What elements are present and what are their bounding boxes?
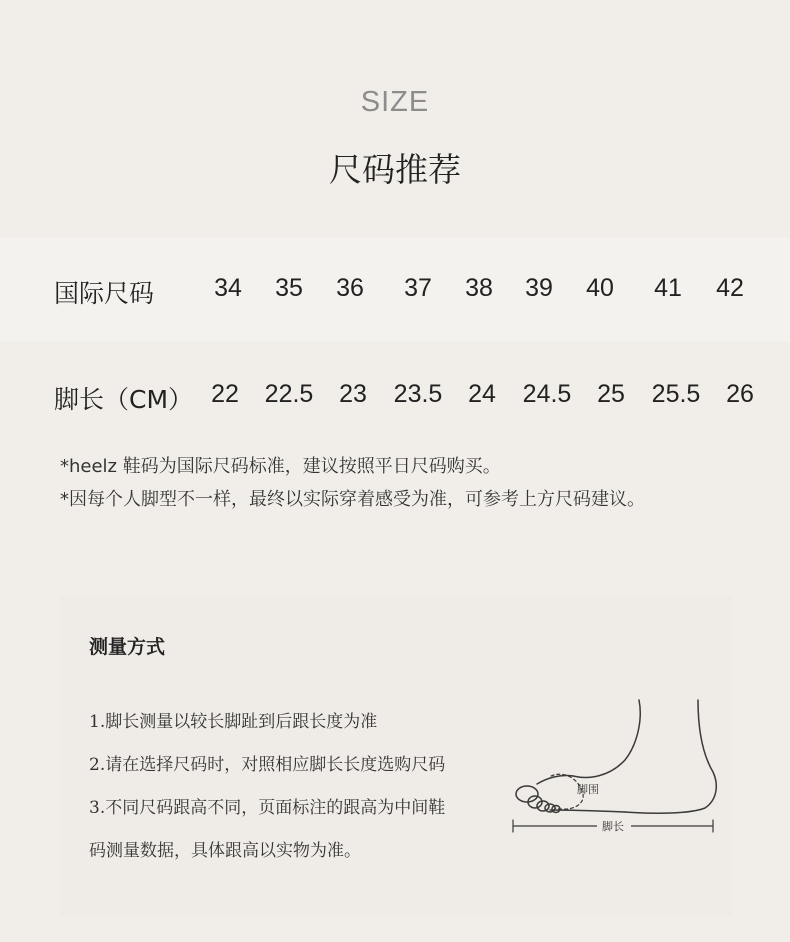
measure-step: 3.不同尺码跟高不同，页面标注的跟高为中间鞋 (89, 798, 446, 818)
measure-title: 测量方式 (89, 636, 166, 658)
size-row-intl (0, 238, 790, 342)
sole-line (550, 810, 625, 812)
intl-size-cell: 39 (525, 274, 553, 302)
row-label-intl: 国际尺码 (54, 279, 155, 308)
size-note: *heelz 鞋码为国际尺码标准，建议按照平日尺码购买。 (60, 456, 501, 477)
intl-size-cell: 42 (716, 274, 744, 302)
foot-length-cell: 24.5 (522, 380, 572, 408)
foot-length-cell: 26 (726, 380, 754, 408)
foot-length-cell: 25 (597, 380, 625, 408)
measure-step-cont: 码测量数据，具体跟高以实物为准。 (89, 841, 361, 861)
measure-step: 2.请在选择尺码时，对照相应脚长长度选购尺码 (89, 755, 446, 775)
size-note: *因每个人脚型不一样，最终以实际穿着感受为准，可参考上方尺码建议。 (60, 489, 645, 510)
foot-measure-diagram (505, 690, 725, 855)
intl-size-cell: 36 (336, 274, 364, 302)
toe-top-line (537, 775, 573, 784)
intl-size-cell: 40 (586, 274, 614, 302)
circumference-label: 脚围 (577, 783, 599, 796)
intl-size-cell: 34 (214, 274, 242, 302)
instep-line (573, 700, 640, 777)
intl-size-cell: 35 (275, 274, 303, 302)
toe-3 (537, 801, 549, 811)
foot-length-cell: 25.5 (651, 380, 701, 408)
toe-4 (545, 804, 555, 812)
row-label-foot: 脚长（CM） (54, 385, 194, 414)
measure-step: 1.脚长测量以较长脚趾到后跟长度为准 (89, 712, 378, 732)
size-row-foot (0, 342, 790, 446)
toe-big (516, 786, 538, 802)
foot-length-cell: 23.5 (393, 380, 443, 408)
length-label: 脚长 (602, 820, 624, 833)
foot-length-cell: 23 (339, 380, 367, 408)
foot-length-cell: 22 (211, 380, 239, 408)
heel-line (625, 700, 716, 813)
size-title-en: SIZE (360, 86, 430, 118)
size-title-cn: 尺码推荐 (329, 150, 461, 189)
intl-size-cell: 37 (404, 274, 432, 302)
foot-length-cell: 24 (468, 380, 496, 408)
foot-length-cell: 22.5 (264, 380, 314, 408)
intl-size-cell: 41 (654, 274, 682, 302)
intl-size-cell: 38 (465, 274, 493, 302)
